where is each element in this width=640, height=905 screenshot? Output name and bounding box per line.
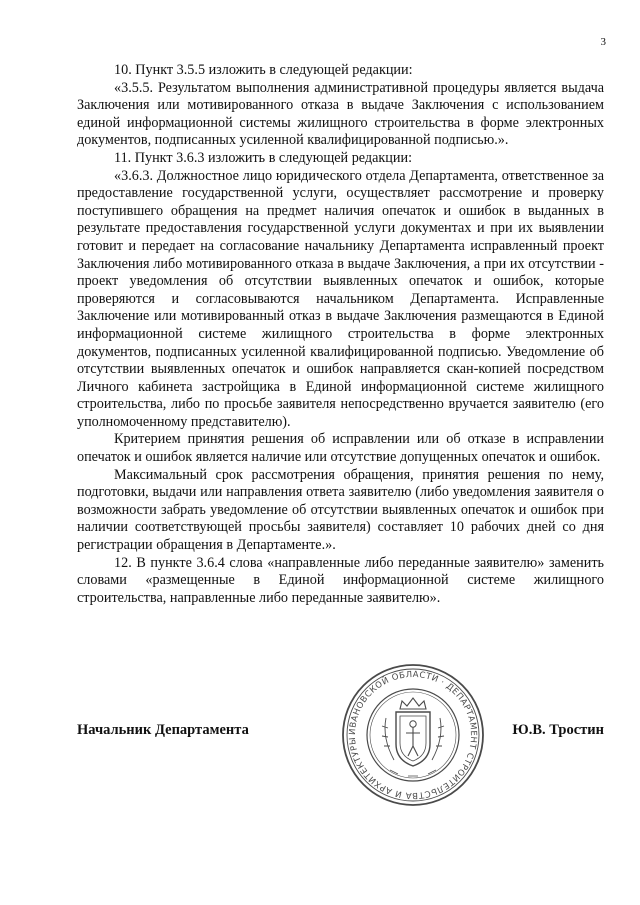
document-body	[77, 62, 604, 607]
paragraph-max-term: Максимальный срок рассмотрения обращения, принятия решения по нему, подготовки, выдачи или направления ответа заявителю (либо уведомления заявителя о возможности забрать уведомление об отсутствии выявленных опечаток и ошибок при наличии соответствующей просьбы заявителя) составляет 10 рабочих дней со дня регистрации обращения в Департаменте.».	[77, 466, 604, 554]
official-seal-icon	[338, 660, 488, 810]
paragraph-criterion: Критерием принятия решения об исправлении или об отказе в исправлении опечаток и ошибок является наличие или отсутствие допущенных опечаток и ошибок.	[77, 431, 604, 466]
paragraph-clause-3-5-5: «3.5.5. Результатом выполнения административной процедуры является выдача Заключения или мотивированного отказа в выдаче Заключения с использованием единой информационной системы жилищного строительства в форме электронных документов, подписанных усиленной квалифицированной подписью.».	[77, 79, 604, 149]
page-number: 3	[600, 36, 606, 48]
svg-text:ИВАНОВСКОЙ ОБЛАСТИ · ДЕПАРТАМЕ: ИВАНОВСКОЙ ОБЛАСТИ · ДЕПАРТАМЕНТ СТРОИТЕЛЬСТВА И АРХИТЕКТУРЫ	[347, 669, 479, 801]
paragraph-clause-3-6-3: «3.6.3. Должностное лицо юридического отдела Департамента, ответственное за предоставление государственной услуги, осуществляет рассмотрение и проверку поступившего обращения на предмет наличия опечаток и ошибок в выданных в результате предоставления государственной услуги документах и при их выявлении готовит и передает на согласование начальнику Департамента исправленный проект Заключения либо мотивированного отказа в выдаче Заключения, а при их отсутствии - проект уведомления об отсутствии выявленных опечаток и ошибок, которые проверяются и согласовываются начальником Департамента. Исправленные Заключение или мотивированный отказ в выдаче Заключения размещаются в Единой информационной системе жилищного строительства в форме электронных документов, подписанных усиленной квалифицированной подписью. Уведомление об отсутствии выявленных опечаток и ошибок направляется скан-копией посредством Личного кабинета застройщика в Единой информационной системе жилищного строительства, либо по просьбе заявителя непосредственно вручается заявителю (его уполномоченному представителю).	[77, 167, 604, 430]
signatory-title: Начальник Департамента	[77, 722, 249, 738]
paragraph-item-10: 10. Пункт 3.5.5 изложить в следующей редакции:	[114, 62, 413, 78]
paragraph-item-12: 12. В пункте 3.6.4 слова «направленные либо переданные заявителю» заменить словами «размещенные в Единой информационной системе жилищного строительства, направленные либо переданные заявителю».	[77, 554, 604, 606]
signatory-name: Ю.В. Тростин	[512, 722, 604, 738]
paragraph-item-11: 11. Пункт 3.6.3 изложить в следующей редакции:	[114, 149, 413, 166]
